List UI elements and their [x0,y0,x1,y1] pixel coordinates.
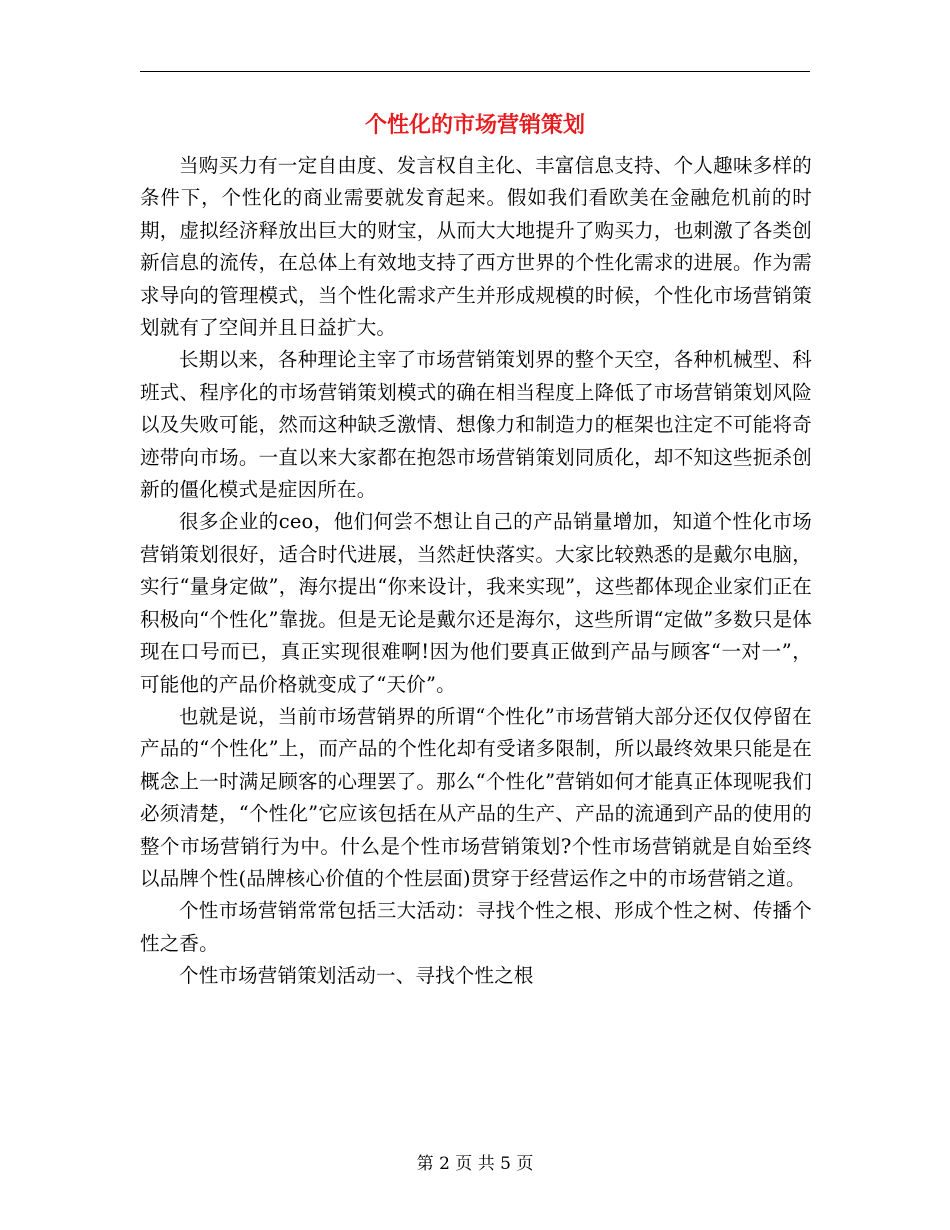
paragraph: 长期以来，各种理论主宰了市场营销策划界的整个天空，各种机械型、科班式、程序化的市场营销策划模式的确在相当程度上降低了市场营销策划风险以及失败可能，然而这种缺乏激情、想像力和制造力的框架也注定不可能将奇迹带向市场。一直以来大家都在抱怨市场营销策划同质化，却不知这些扼杀创新的僵化模式是症因所在。 [140,348,812,502]
paragraph: 当购买力有一定自由度、发言权自主化、丰富信息支持、个人趣味多样的条件下，个性化的商业需要就发育起来。假如我们看欧美在金融危机前的时期，虚拟经济释放出巨大的财宝，从而大大地提升了购买力，也刺激了各类创新信息的流传，在总体上有效地支持了西方世界的个性化需求的进展。作为需求导向的管理模式，当个性化需求产生并形成规模的时候，个性化市场营销策划就有了空间并且日益扩大。 [140,154,812,340]
document-body [140,150,812,993]
paragraph: 很多企业的ceo，他们何尝不想让自己的产品销量增加，知道个性化市场营销策划很好，适合时代进展，当然赶快落实。大家比较熟悉的是戴尔电脑，实行“量身定做”，海尔提出“你来设计，我来实现”，这些都体现企业家们正在积极向“个性化”靠拢。但是无论是戴尔还是海尔，这些所谓“定做”多数只是体现在口号而已，真正实现很难啊!因为他们要真正做到产品与顾客“一对一”，可能他的产品价格就变成了“天价”。 [140,510,812,696]
paragraph: 个性市场营销常常包括三大活动：寻找个性之根、形成个性之树、传播个性之香。 [140,899,812,955]
document-title: 个性化的市场营销策划 [364,112,585,138]
paragraph: 也就是说，当前市场营销界的所谓“个性化”市场营销大部分还仅仅停留在产品的“个性化”上，而产品的个性化却有受诸多限制，所以最终效果只能是在概念上一时满足顾客的心理罢了。那么“个性化”营销如何才能真正体现呢我们必须清楚，“个性化”它应该包括在从产品的生产、产品的流通到产品的使用的整个市场营销行为中。什么是个性市场营销策划?个性市场营销就是自始至终以品牌个性(品牌核心价值的个性层面)贯穿于经营运作之中的市场营销之道。 [140,704,812,890]
paragraph: 个性市场营销策划活动一、寻找个性之根 [179,964,534,988]
page-number: 第 2 页 共 5 页 [416,1154,534,1174]
header-rule [140,71,810,72]
